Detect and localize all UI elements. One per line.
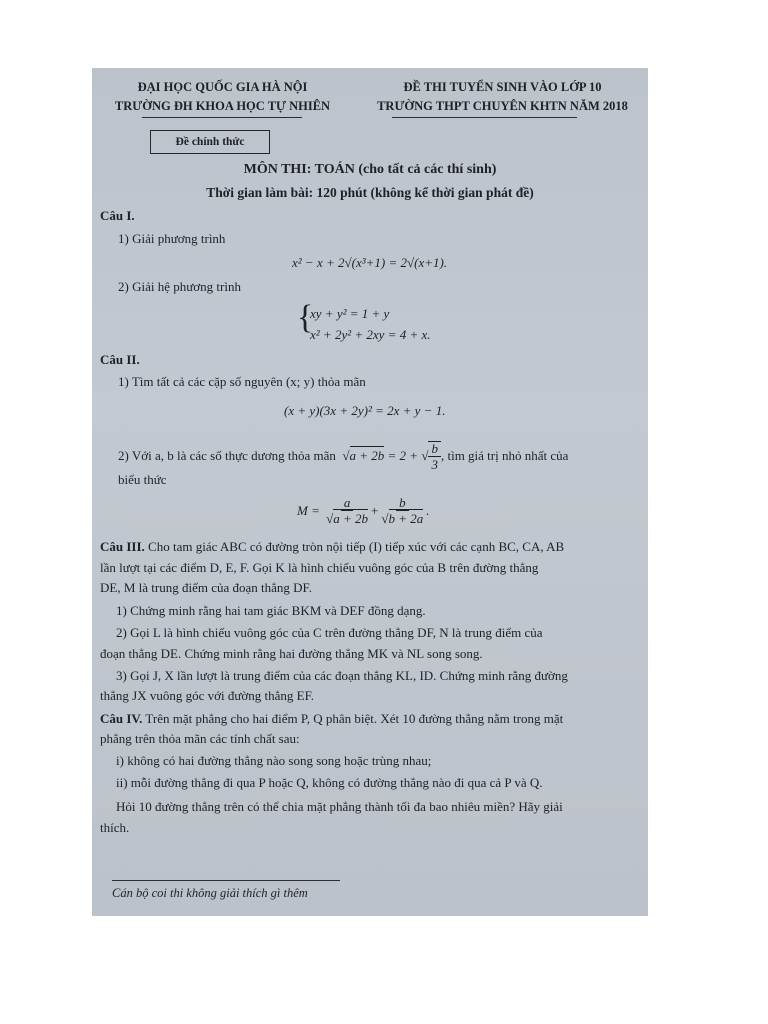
q3-line2: lần lượt tại các điểm D, E, F. Gọi K là hình chiếu vuông góc của B trên đường thẳng [100,560,539,575]
header-right-rule [392,117,577,118]
q2-condition-b: b [428,442,441,457]
q4-property-i: i) không có hai đường thẳng nào song song hoặc trùng nhau; [116,753,432,768]
system-brace: { [297,299,314,336]
frac1-den: a + 2b [333,511,369,527]
q2-part1: 1) Tìm tất cả các cặp số nguyên (x; y) thỏa mãn [118,374,366,389]
official-label: Đề chính thức [150,130,270,154]
q4-question-line1: Hỏi 10 đường thẳng trên có thể chia mặt phẳng thành tối đa bao nhiêu miền? Hãy giải [116,799,563,814]
q4-property-ii: ii) mỗi đường thẳng đi qua P hoặc Q, không có đường thẳng nào đi qua cả P và Q. [116,775,543,790]
expression-end: . [426,503,430,519]
system-eq1: xy + y² = 1 + y [310,306,390,321]
q3-text1: Cho tam giác ABC có đường tròn nội tiếp (I) tiếp xúc với các cạnh BC, CA, AB [148,539,565,554]
q3-line1 [100,539,564,555]
exam-subject: MÔN THI: TOÁN (cho tất cả các thí sinh) [243,162,497,177]
q2-condition-mid: = 2 + [384,447,419,463]
q3-line3: DE, M là trung điểm của đoạn thẳng DF. [100,580,312,595]
exam-paper [92,68,648,916]
exam-name: ĐỀ THI TUYỂN SINH VÀO LỚP 10 [403,80,602,94]
frac2-den: b + 2a [388,511,424,527]
question-2-label: Câu II. [100,352,140,367]
exam-time: Thời gian làm bài: 120 phút (không kể thời gian phát đề) [206,185,534,200]
q3-sub1: 1) Chứng minh rằng hai tam giác BKM và DEF đồng dạng. [116,603,426,618]
q2-expression-M: M = $\frac{a}{√a + 2b}$ + $\frac{b}{√b + 2a}$ . [297,495,430,527]
q3-sub3-line1: 3) Gọi J, X lần lượt là trung điểm của các đoạn thẳng KL, ID. Chứng minh rằng đường [116,668,568,683]
q2-condition-3: 3 [431,457,438,473]
footer-rule [112,880,340,881]
q2-condition-lhs: a + 2b [349,447,385,463]
q4-text1: Trên mặt phẳng cho hai điểm P, Q phân biệt. Xét 10 đường thẳng nằm trong mặt [145,711,564,726]
q1-part2: 2) Giải hệ phương trình [118,279,241,294]
q3-sub2-line2: đoạn thẳng DE. Chứng minh rằng hai đường thẳng MK và NL song song. [100,646,483,661]
header-left-rule [142,117,302,118]
question-3-label: Câu III. [100,539,145,554]
q2-part2-intro: 2) Với a, b là các số thực dương thỏa mãn [118,447,336,463]
q3-sub2-line1: 2) Gọi L là hình chiếu vuông góc của C trên đường thẳng DF, N là trung điểm của [116,625,543,640]
q2-part2-line1: 2) Với a, b là các số thực dương thỏa mãn √a + 2b = 2 + √ $\frac{b}{3}$ , tìm giá trị nhỏ nhất của [118,441,569,473]
q1-equation: x² − x + 2√(x³+1) = 2√(x+1). [292,255,448,270]
q2-part2-tail: , tìm giá trị nhỏ nhất của [440,447,569,463]
q1-part1: 1) Giải phương trình [118,231,226,246]
plus-sign: + [371,503,379,519]
q3-sub3-line2: thẳng JX vuông góc với đường thẳng EF. [100,688,315,703]
system-eq2: x² + 2y² + 2xy = 4 + x. [310,327,431,342]
school-year: TRƯỜNG THPT CHUYÊN KHTN NĂM 2018 [377,99,628,113]
frac2-num: b [396,496,409,511]
question-4-label: Câu IV. [100,711,143,726]
q4-question-line2: thích. [100,820,130,835]
q4-line2: phẳng trên thỏa mãn các tính chất sau: [100,731,300,746]
university-name: ĐẠI HỌC QUỐC GIA HÀ NỘI [137,80,308,94]
m-symbol: M = [297,503,320,519]
frac1-num: a [341,496,354,511]
question-1-label: Câu I. [100,208,135,223]
q2-expression-label: biểu thức [118,472,167,487]
q2-equation: (x + y)(3x + 2y)² = 2x + y − 1. [284,403,446,418]
faculty-name: TRƯỜNG ĐH KHOA HỌC TỰ NHIÊN [114,99,331,113]
q4-line1 [100,711,563,727]
footer-note: Cán bộ coi thi không giải thích gì thêm [112,886,308,900]
